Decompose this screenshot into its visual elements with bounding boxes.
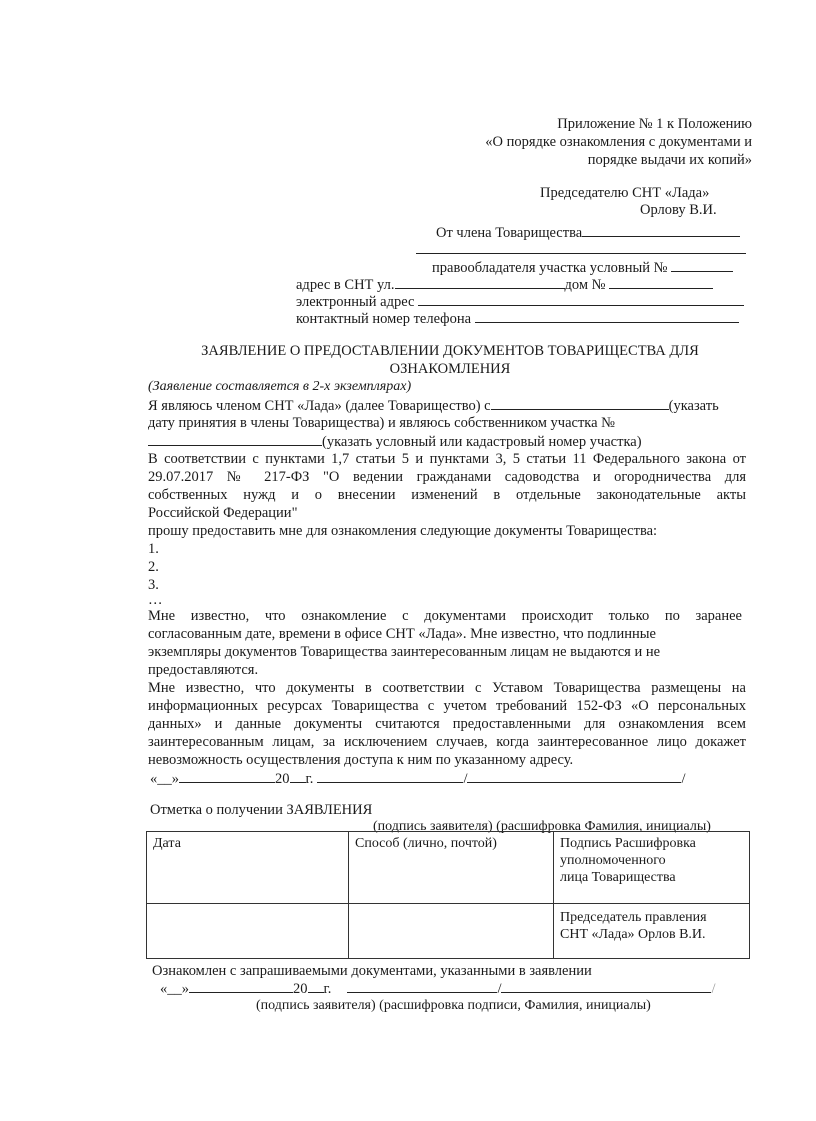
receipt-sign-label-2: уполномоченного bbox=[560, 853, 666, 868]
document-title-line-1: ЗАЯВЛЕНИЕ О ПРЕДОСТАВЛЕНИИ ДОКУМЕНТОВ ТОВАРИЩЕСТВА ДЛЯ bbox=[201, 343, 699, 359]
membership-line-2: дату принятия в члены Товарищества) и являюсь собственником участка № bbox=[148, 415, 615, 431]
receipt-chair-line-1: Председатель правления bbox=[560, 910, 707, 925]
receipt-signature-cell[interactable] bbox=[554, 832, 750, 904]
law-line-2: 29.07.2017 № 217-ФЗ "О ведении гражданами садоводства и огородничества для bbox=[148, 469, 746, 485]
receipt-method-cell[interactable] bbox=[349, 832, 554, 904]
known-2-line-4: заинтересованным лицам, за исключением случаев, когда заинтересованное лицо докажет bbox=[148, 734, 746, 750]
phone-label: контактный номер телефона bbox=[296, 311, 472, 327]
street-blank[interactable] bbox=[395, 275, 565, 289]
appendix-line-3: порядке выдачи их копий» bbox=[587, 152, 752, 168]
appendix-line-2: «О порядке ознакомления с документами и bbox=[485, 134, 752, 150]
known-2-line-3: данных» и данные документы считаются предоставленными для ознакомления всем bbox=[148, 716, 746, 732]
membership-text-d: (указать условный или кадастровый номер участка) bbox=[322, 434, 642, 450]
email-blank[interactable] bbox=[418, 292, 744, 306]
law-line-1: В соответствии с пунктами 1,7 статьи 5 и пунктами 3, 5 статьи 11 Федерального закона от bbox=[148, 451, 746, 467]
from-member-blank[interactable] bbox=[582, 223, 740, 237]
document-item-2: 2. bbox=[148, 559, 159, 575]
footer-date-month-blank[interactable] bbox=[189, 979, 293, 993]
signature-blank[interactable] bbox=[317, 769, 463, 783]
receipt-sign-label-1: Подпись Расшифровка bbox=[560, 836, 696, 851]
phone-field bbox=[296, 309, 739, 328]
membership-line-3 bbox=[148, 432, 642, 451]
receipt-entry-row bbox=[147, 904, 750, 959]
receipt-entry-method[interactable] bbox=[349, 904, 554, 959]
rightholder-label: правообладателя участка условный № bbox=[432, 260, 668, 276]
membership-text-a: Я являюсь членом СНТ «Лада» (далее Товарищество) с bbox=[148, 398, 491, 414]
plot-cadastral-blank[interactable] bbox=[148, 432, 322, 446]
date-year-blank[interactable] bbox=[290, 769, 306, 783]
date-g: г. bbox=[305, 771, 314, 787]
receipt-method-label: Способ (лично, почтой) bbox=[355, 836, 497, 851]
known-2-line-2: информационных ресурсах Товарищества с учетом требований 152-ФЗ «О персональных bbox=[148, 698, 746, 714]
footer-date-year-blank[interactable] bbox=[308, 979, 324, 993]
document-title-line-2: ОЗНАКОМЛЕНИЯ bbox=[389, 361, 511, 377]
receipt-date-cell[interactable] bbox=[147, 832, 349, 904]
application-date-line bbox=[150, 769, 686, 788]
footer-date-year-prefix: 20 bbox=[293, 981, 308, 997]
receipt-signature-caption: (подпись заявителя) (расшифровка Фамилия, инициалы) bbox=[373, 819, 711, 834]
receipt-date-label: Дата bbox=[153, 836, 181, 851]
document-item-1: 1. bbox=[148, 541, 159, 557]
known-1-line-3: экземпляры документов Товарищества заинтересованным лицам не выдаются и не bbox=[148, 644, 661, 660]
request-line: прошу предоставить мне для ознакомления следующие документы Товарищества: bbox=[148, 523, 658, 539]
addressee-name: Орлову В.И. bbox=[640, 202, 717, 218]
footer-date-g: г. bbox=[323, 981, 332, 997]
known-2-line-5: невозможность осуществления доступа к ним по указанному адресу. bbox=[148, 752, 574, 768]
from-member-continuation[interactable] bbox=[416, 240, 746, 259]
addressee-to: Председателю СНТ «Лада» bbox=[540, 185, 710, 201]
appendix-line-1: Приложение № 1 к Положению bbox=[557, 116, 752, 132]
known-1-line-4: предоставляются. bbox=[148, 662, 259, 678]
law-line-4: Российской Федерации" bbox=[148, 505, 298, 521]
receipt-sign-label-3: лица Товарищества bbox=[560, 870, 676, 885]
known-2-line-1: Мне известно, что документы в соответствии с Уставом Товарищества размещены на bbox=[148, 680, 746, 696]
footer-date-open: «__» bbox=[160, 981, 189, 997]
receipt-entry-date[interactable] bbox=[147, 904, 349, 959]
house-blank[interactable] bbox=[609, 275, 713, 289]
receipt-chair-cell[interactable] bbox=[554, 904, 750, 959]
copies-note: (Заявление составляется в 2-х экземплярах) bbox=[148, 379, 412, 394]
membership-line-1 bbox=[148, 396, 719, 415]
law-line-3: собственных нужд и о внесении изменений в отдельные законодательные акты bbox=[148, 487, 746, 503]
document-item-3: 3. bbox=[148, 577, 159, 593]
date-day-open: «__» bbox=[150, 771, 179, 787]
house-label: дом № bbox=[564, 277, 606, 293]
receipt-header-row bbox=[147, 832, 750, 904]
footer-slash-2: / bbox=[711, 981, 716, 997]
phone-blank[interactable] bbox=[475, 309, 739, 323]
from-member-label: От члена Товарищества bbox=[436, 225, 583, 241]
name-decode-blank[interactable] bbox=[467, 769, 681, 783]
slash-1: / bbox=[463, 771, 468, 787]
acquainted-line: Ознакомлен с запрашиваемыми документами, указанными в заявлении bbox=[152, 963, 592, 979]
membership-text-b: (указать bbox=[668, 398, 719, 414]
footer-slash-1: / bbox=[497, 981, 502, 997]
slash-2: / bbox=[681, 771, 686, 787]
known-1-line-2: согласованным дате, времени в офисе СНТ «Лада». Мне известно, что подлинные bbox=[148, 626, 656, 642]
date-year-prefix: 20 bbox=[275, 771, 290, 787]
receipt-table bbox=[146, 831, 750, 959]
footer-name-blank[interactable] bbox=[501, 979, 711, 993]
receipt-label: Отметка о получении ЗАЯВЛЕНИЯ bbox=[150, 802, 373, 818]
receipt-chair-line-2: СНТ «Лада» Орлов В.И. bbox=[560, 927, 706, 942]
document-item-more: … bbox=[148, 592, 163, 608]
acquainted-date-line bbox=[160, 979, 716, 998]
date-month-blank[interactable] bbox=[179, 769, 275, 783]
plot-number-blank[interactable] bbox=[671, 258, 733, 272]
membership-date-blank[interactable] bbox=[491, 396, 669, 410]
known-1-line-1: Мне известно, что ознакомление с документами происходит только по заранее bbox=[148, 608, 742, 624]
footer-signature-blank[interactable] bbox=[347, 979, 497, 993]
email-label: электронный адрес bbox=[296, 294, 415, 310]
footer-caption: (подпись заявителя) (расшифровка подписи, Фамилия, инициалы) bbox=[256, 998, 651, 1013]
street-label: адрес в СНТ ул. bbox=[296, 277, 395, 293]
